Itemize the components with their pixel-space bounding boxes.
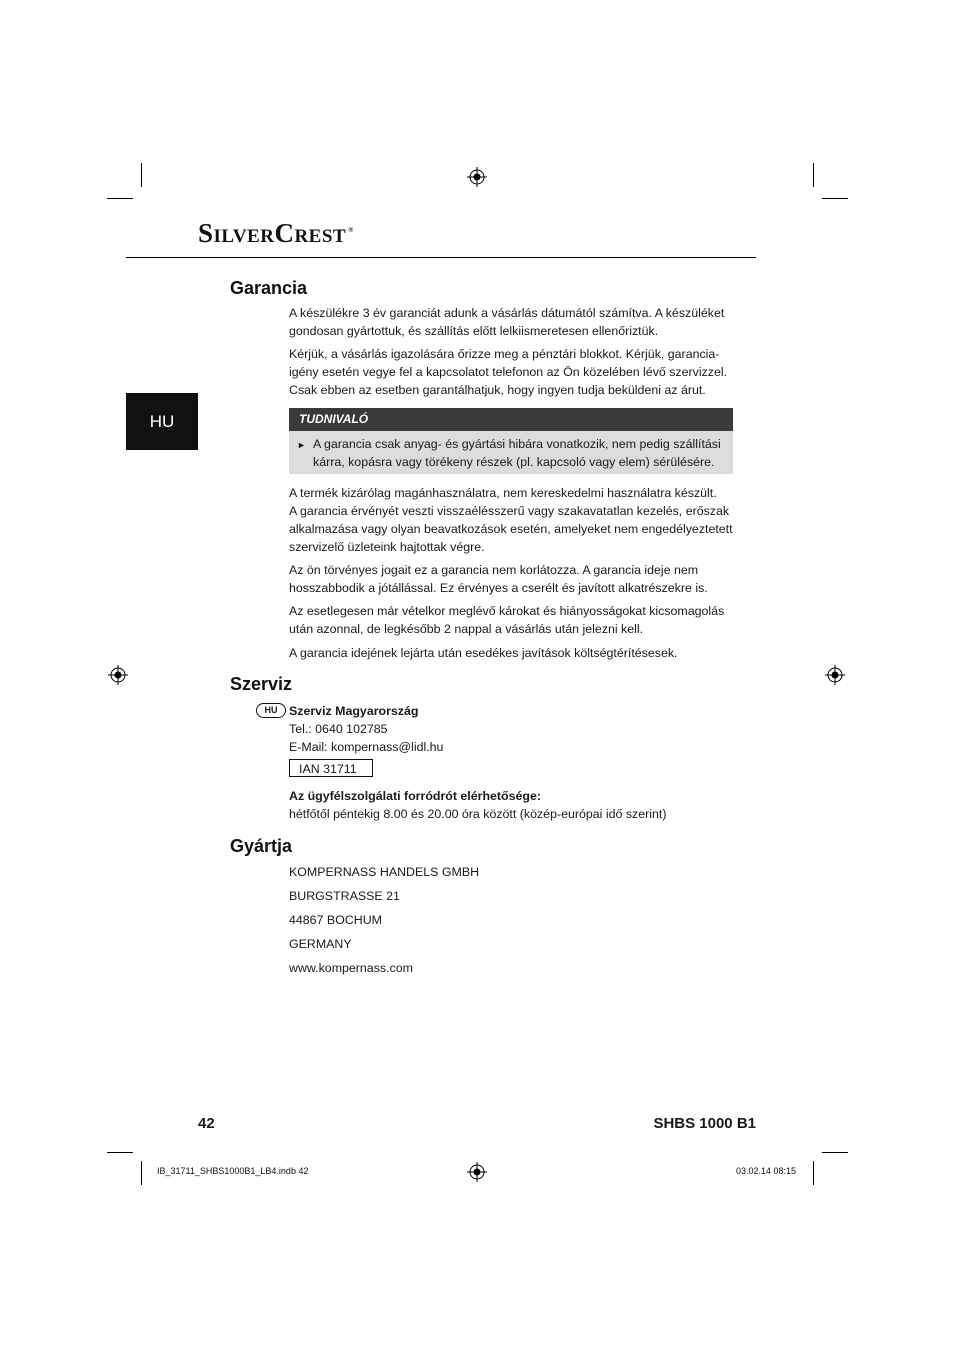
arrow-icon: ►: [297, 440, 306, 450]
paragraph-line: szervizelő üzleteink hajtottak végre.: [289, 540, 485, 554]
section-title-szerviz: Szerviz: [230, 674, 293, 694]
print-slug-file: IB_31711_SHBS1000B1_LB4.indb 42: [157, 1166, 309, 1176]
registration-mark-icon: [467, 1162, 487, 1182]
hotline-label: Az ügyfélszolgálati forródrót elérhetősége:: [289, 789, 541, 803]
country-badge: HU: [256, 703, 286, 718]
note-text: [313, 435, 721, 471]
page-number: 42: [198, 1115, 215, 1132]
model-number: SHBS 1000 B1: [653, 1115, 756, 1132]
paragraph-line: A garancia idejének lejárta után esedékes javítások költségtérítésesek.: [289, 646, 678, 660]
hotline-hours: hétfőtől péntekig 8.00 és 20.00 óra között (közép-európai idő szerint): [289, 807, 667, 821]
crop-mark: [141, 1161, 142, 1185]
language-tab: HU: [126, 393, 198, 450]
paragraph-line: A termék kizárólag magánhasználatra, nem kereskedelmi használatra készült.: [289, 486, 717, 500]
paragraph-line: gondosan gyártottuk, és szállítás előtt lelkiismeretesen ellenőriztük.: [289, 324, 659, 338]
paragraph-line: után azonnal, de legkésőbb 2 nappal a vásárlás után jelezni kell.: [289, 622, 644, 636]
service-email: E-Mail: kompernass@lidl.hu: [289, 740, 444, 754]
note-heading: TUDNIVALÓ: [289, 408, 733, 431]
print-slug-date: 03.02.14 08:15: [736, 1166, 797, 1176]
paragraph-line: Kérjük, a vásárlás igazolására őrizze meg a pénztári blokkot. Kérjük, garancia-: [289, 347, 720, 361]
brand-logo: SilverCrest ®: [198, 218, 354, 248]
crop-mark: [813, 163, 814, 187]
crop-mark: [107, 198, 133, 199]
service-name: Szerviz Magyarország: [289, 704, 419, 718]
manufacturer-street: BURGSTRASSE 21: [289, 889, 400, 903]
crop-mark: [822, 198, 848, 199]
note-line: A garancia csak anyag- és gyártási hibára vonatkozik, nem pedig szállítási: [313, 437, 721, 451]
manufacturer-company: KOMPERNASS HANDELS GMBH: [289, 865, 480, 879]
section-title-garancia: Garancia: [230, 278, 308, 298]
section-title-gyartja: Gyártja: [230, 836, 293, 856]
registration-mark-icon: [108, 665, 128, 685]
manufacturer-city: 44867 BOCHUM: [289, 913, 382, 927]
header-rule: [126, 257, 756, 258]
paragraph-line: Az esetlegesen már vételkor meglévő károkat és hiányosságokat kicsomagolás: [289, 604, 725, 618]
paragraph-line: A készülékre 3 év garanciát adunk a vásárlás dátumától számítva. A készüléket: [289, 306, 725, 320]
paragraph-line: hosszabbodik a jótállással. Ez érvényes a cserélt és javított alkatrészekre is.: [289, 581, 708, 595]
paragraph-line: Csak ebben az esetben garantálhatjuk, hogy ingyen tudja beküldeni az árut.: [289, 383, 706, 397]
paragraph-line: igény esetén vegye fel a kapcsolatot telefonon az Ön közelében lévő szervizzel.: [289, 365, 728, 379]
crop-mark: [141, 163, 142, 187]
registration-mark-icon: [467, 167, 487, 187]
registration-mark-icon: [825, 665, 845, 685]
note-box: [289, 431, 733, 474]
service-phone: Tel.: 0640 102785: [289, 722, 388, 736]
manufacturer-website[interactable]: www.kompernass.com: [289, 961, 413, 975]
paragraph-line: Az ön törvényes jogait ez a garancia nem korlátozza. A garancia ideje nem: [289, 563, 699, 577]
note-line: kárra, kopásra vagy törékeny részek (pl. kapcsoló vagy elem) sérülésére.: [313, 455, 715, 469]
crop-mark: [107, 1152, 133, 1153]
manufacturer-country: GERMANY: [289, 937, 352, 951]
paragraph-line: A garancia érvényét veszti visszaélésszerű vagy szakavatatlan kezelés, erőszak: [289, 504, 730, 518]
ian-box: IAN 31711: [289, 759, 373, 777]
crop-mark: [813, 1161, 814, 1185]
paragraph-line: alkalmazása vagy olyan beavatkozások esetén, amelyeket nem engedélyeztetett: [289, 522, 733, 536]
crop-mark: [822, 1152, 848, 1153]
